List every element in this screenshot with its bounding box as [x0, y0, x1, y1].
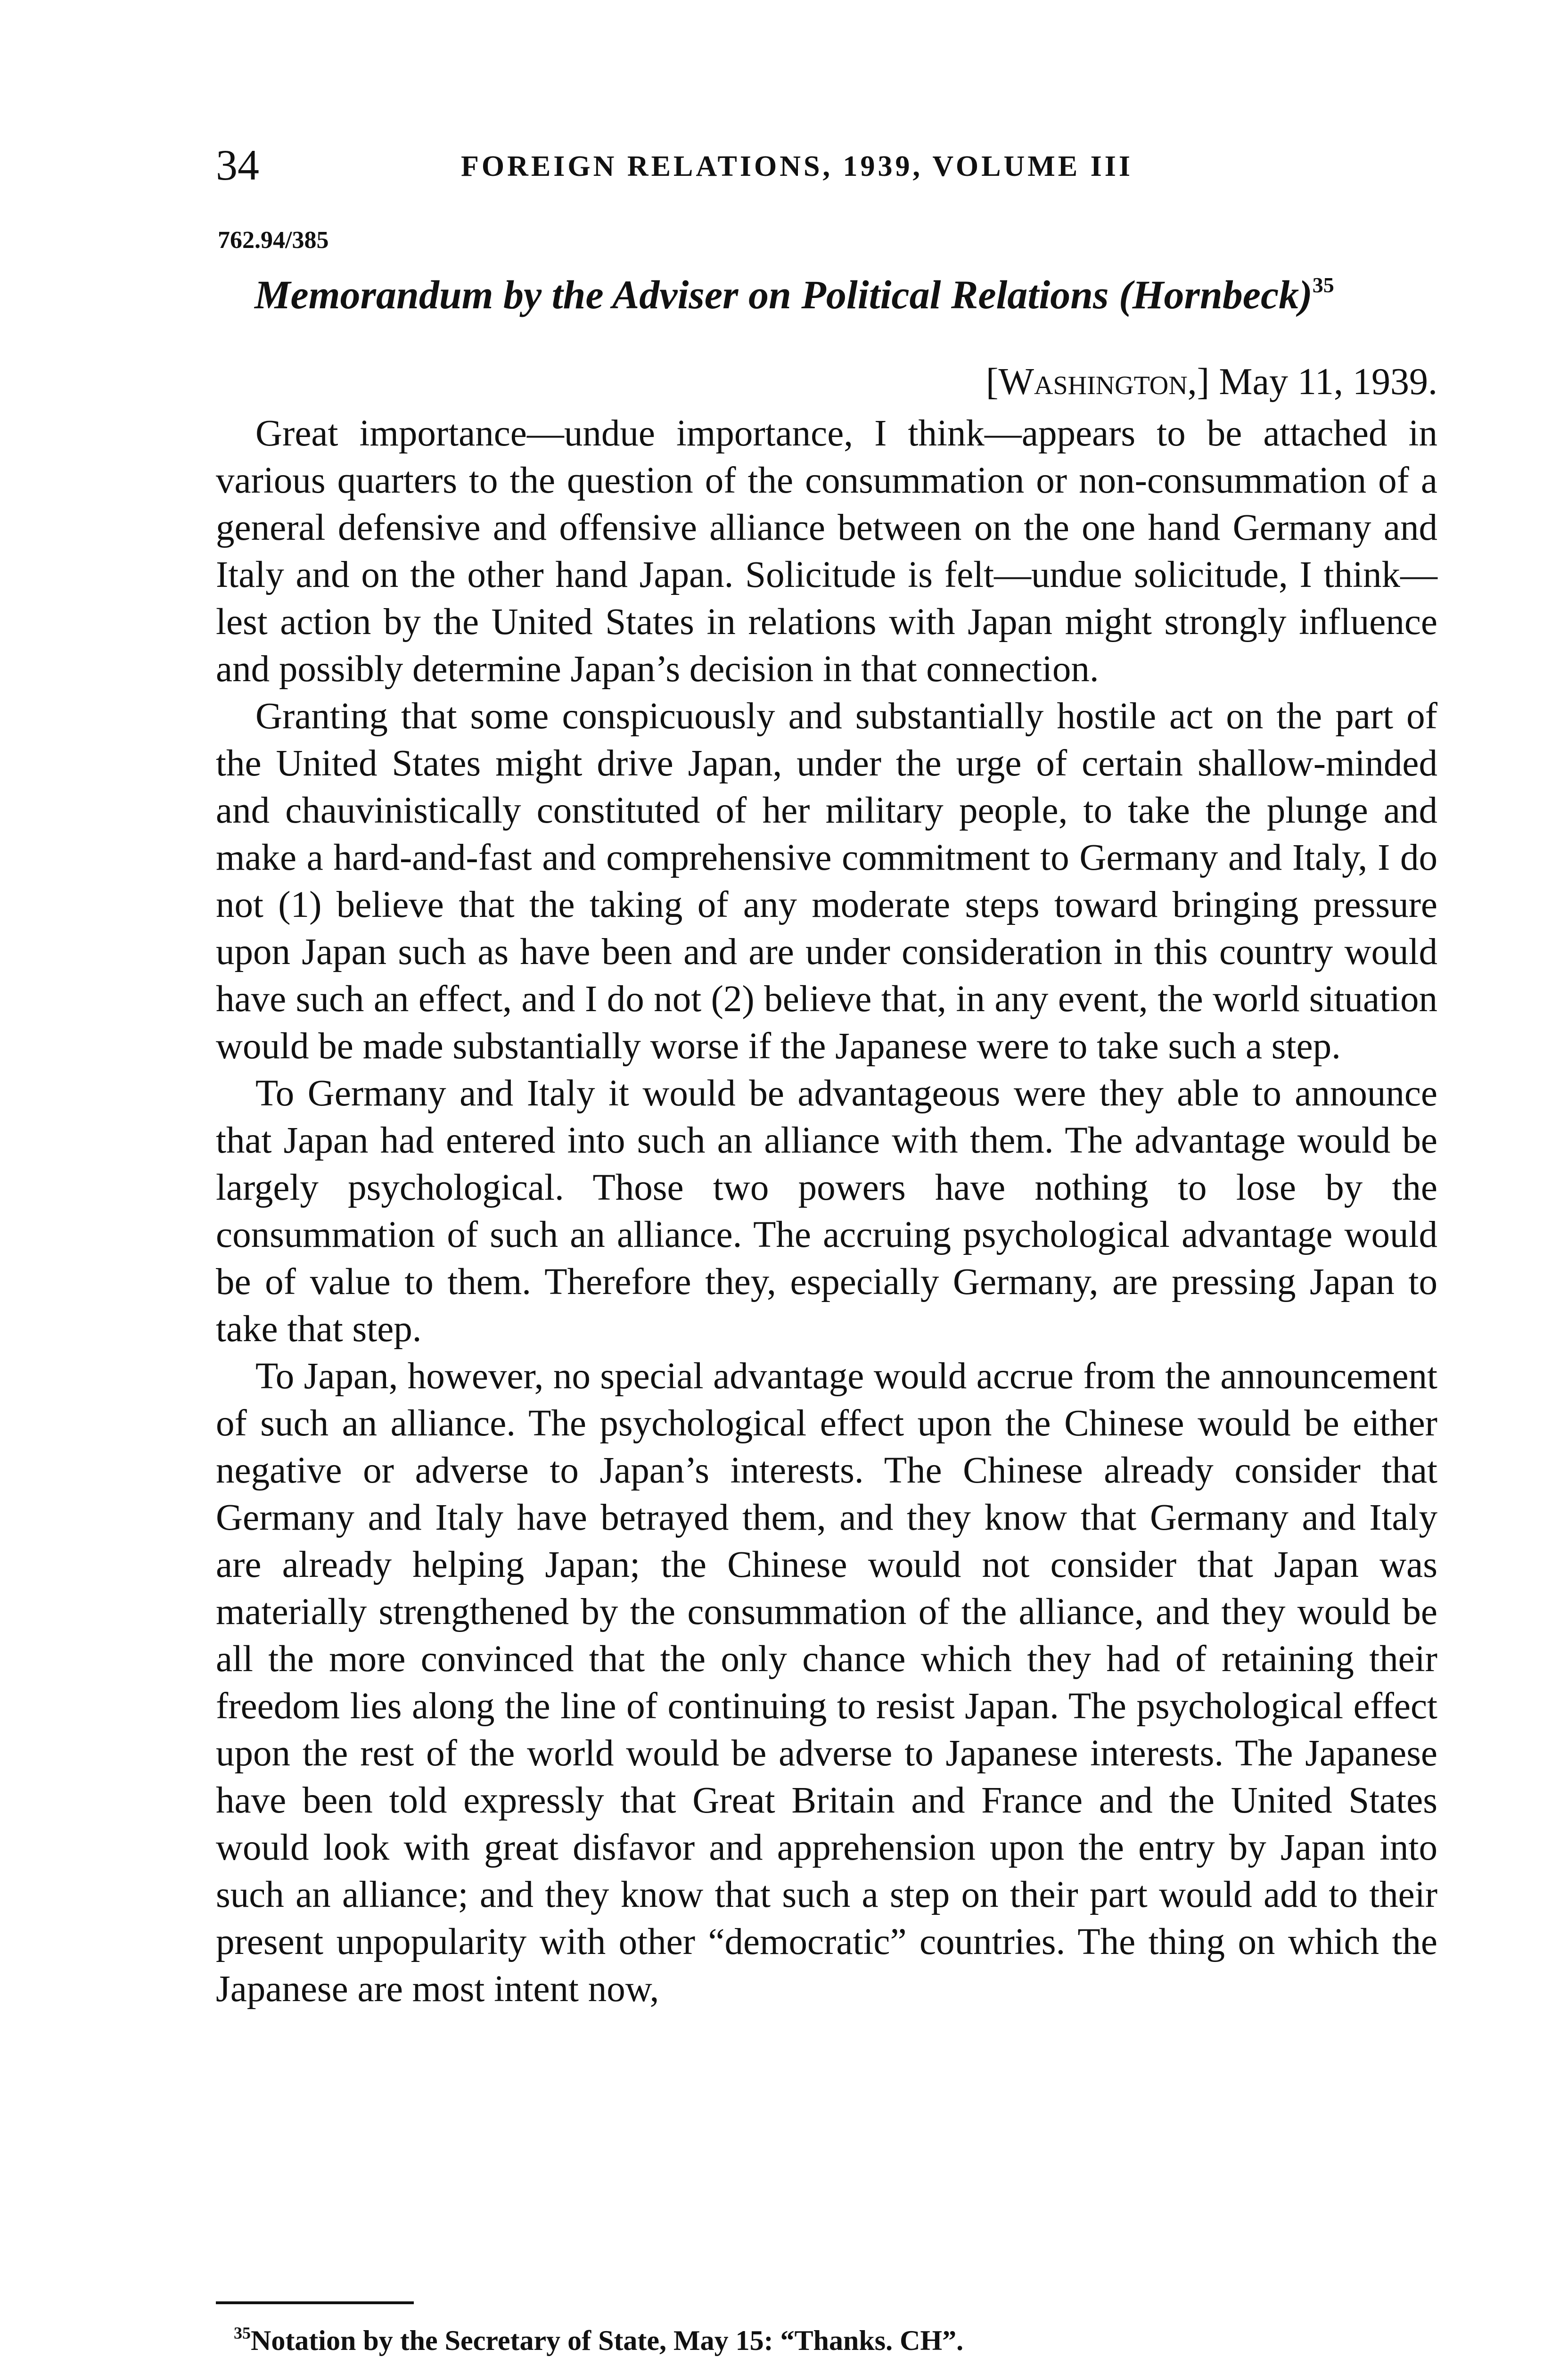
paragraph: To Germany and Italy it would be advantageous were they able to announce that Japan had entered into such an alliance with them. The advantage would be largely psychological. Those two powers have nothing to lose by the consummation of such an alliance. The accruing psychological advantage would be of value to them. Therefore they, especially Germany, are pressing Japan to take that step.: [216, 1073, 1437, 1350]
document-title: [254, 271, 1461, 318]
body-text: [216, 410, 1437, 2013]
dateline-date: May 11, 1939.: [1209, 361, 1437, 403]
paragraph: Great importance—undue importance, I think—appears to be attached in various quarters to the question of the consummation or non-consummation of a general defensive and offensive alliance between on the one hand Germany and Italy and on the other hand Japan. Solicitude is felt—undue solicitude, I think—lest action by the United States in relations with Japan might strongly influence and possibly determine Japan’s decision in that connection.: [216, 413, 1437, 690]
paragraph: To Japan, however, no special advantage would accrue from the announcement of such an alliance. The psychological effect upon the Chinese would be either negative or adverse to Japan’s interests. The Chinese already consider that Germany and Italy have betrayed them, and they know that Germany and Italy are already helping Japan; the Chinese would not consider that Japan was materially strengthened by the consummation of the alliance, and they would be all the more convinced that the only chance which they had of retaining their freedom lies along the line of continuing to resist Japan. The psychological effect upon the rest of the world would be adverse to Japanese interests. The Japanese have been told expressly that Great Britain and France and the United States would look with great disfavor and apprehension upon the entry by Japan into such an alliance; and they know that such a step on their part would add to their present unpopularity with other “democratic” countries. The thing on which the Japanese are most intent now,: [216, 1356, 1437, 2010]
footnote-divider: [216, 2301, 414, 2304]
footnote-text: Notation by the Secretary of State, May 15: “Thanks. CH”.: [251, 2325, 964, 2356]
running-title: FOREIGN RELATIONS, 1939, VOLUME III: [461, 150, 1133, 182]
dateline: [986, 358, 1437, 405]
footnote-marker: 35: [234, 2324, 251, 2342]
footnote: [234, 2322, 1412, 2357]
page-number: 34: [216, 141, 259, 189]
title-footnote-ref: 35: [1312, 273, 1334, 297]
running-head: [216, 141, 1441, 198]
file-number: 762.94/385: [218, 227, 329, 254]
document-title-text: Memorandum by the Adviser on Political Relations (Hornbeck): [254, 272, 1313, 317]
dateline-place: [Washington,]: [985, 361, 1210, 403]
paragraph: Granting that some conspicuously and substantially hostile act on the part of the United States might drive Japan, under the urge of certain shallow-minded and chauvinistically constituted of her military people, to take the plunge and make a hard-and-fast and comprehensive commitment to Germany and Italy, I do not (1) believe that the taking of any moderate steps toward bringing pressure upon Japan such as have been and are under consideration in this country would have such an effect, and I do not (2) believe that, in any event, the world situation would be made substantially worse if the Japanese were to take such a step.: [216, 696, 1437, 1067]
